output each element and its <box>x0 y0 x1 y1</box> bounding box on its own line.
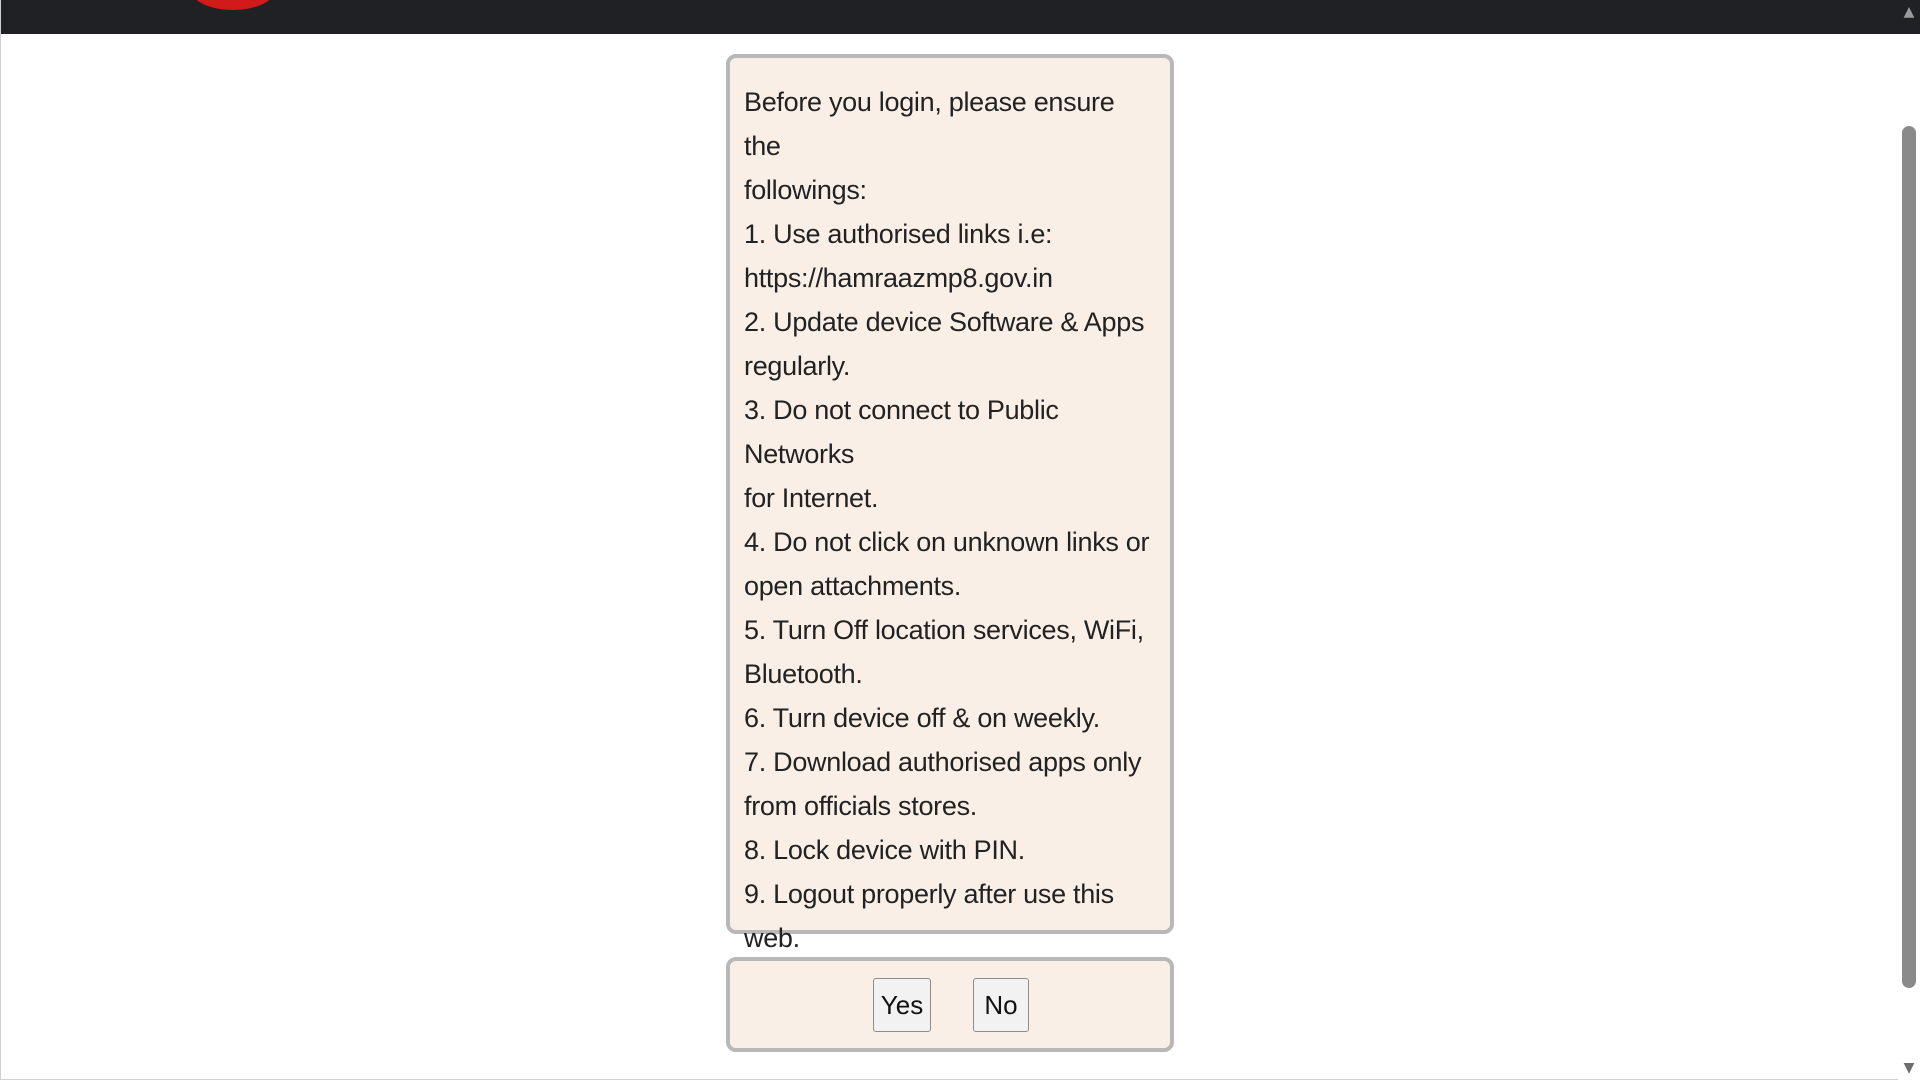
notice-item-6: 6. Turn device off & on weekly. <box>744 703 1100 733</box>
notice-item-5-line-2: Bluetooth. <box>744 659 863 689</box>
vertical-scrollbar[interactable] <box>1898 4 1920 1080</box>
confirmation-actions <box>726 957 1174 1052</box>
scroll-up-arrow-icon[interactable]: ▲ <box>1903 4 1915 20</box>
notice-item-3-line-2: for Internet. <box>744 483 879 513</box>
notice-intro-line-1: Before you login, please ensure the <box>744 87 1115 161</box>
notice-item-1-line-1: 1. Use authorised links i.e: <box>744 219 1053 249</box>
scroll-down-arrow-icon[interactable]: ▼ <box>1903 1060 1915 1076</box>
no-button[interactable]: No <box>973 978 1029 1032</box>
notice-item-2-line-1: 2. Update device Software & Apps <box>744 307 1145 337</box>
login-security-notice <box>726 54 1174 953</box>
notice-item-1-line-2: https://hamraazmp8.gov.in <box>744 263 1053 293</box>
notice-item-2-line-2: regularly. <box>744 351 851 381</box>
notice-item-8: 8. Lock device with PIN. <box>744 835 1025 865</box>
notice-item-7-line-2: from officials stores. <box>744 791 977 821</box>
notice-item-4-line-1: 4. Do not click on unknown links or <box>744 527 1150 557</box>
site-logo <box>191 0 275 10</box>
notice-item-4-line-2: open attachments. <box>744 571 962 601</box>
yes-button[interactable]: Yes <box>873 978 931 1032</box>
notice-item-5-line-1: 5. Turn Off location services, WiFi, <box>744 615 1144 645</box>
site-header-bar <box>1 0 1920 34</box>
scrollbar-thumb[interactable] <box>1902 126 1916 988</box>
notice-item-7-line-1: 7. Download authorised apps only <box>744 747 1142 777</box>
notice-item-9: 9. Logout properly after use this web. <box>744 879 1114 953</box>
notice-intro-line-2: followings: <box>744 175 867 205</box>
notice-item-3-line-1: 3. Do not connect to Public Networks <box>744 395 1059 469</box>
